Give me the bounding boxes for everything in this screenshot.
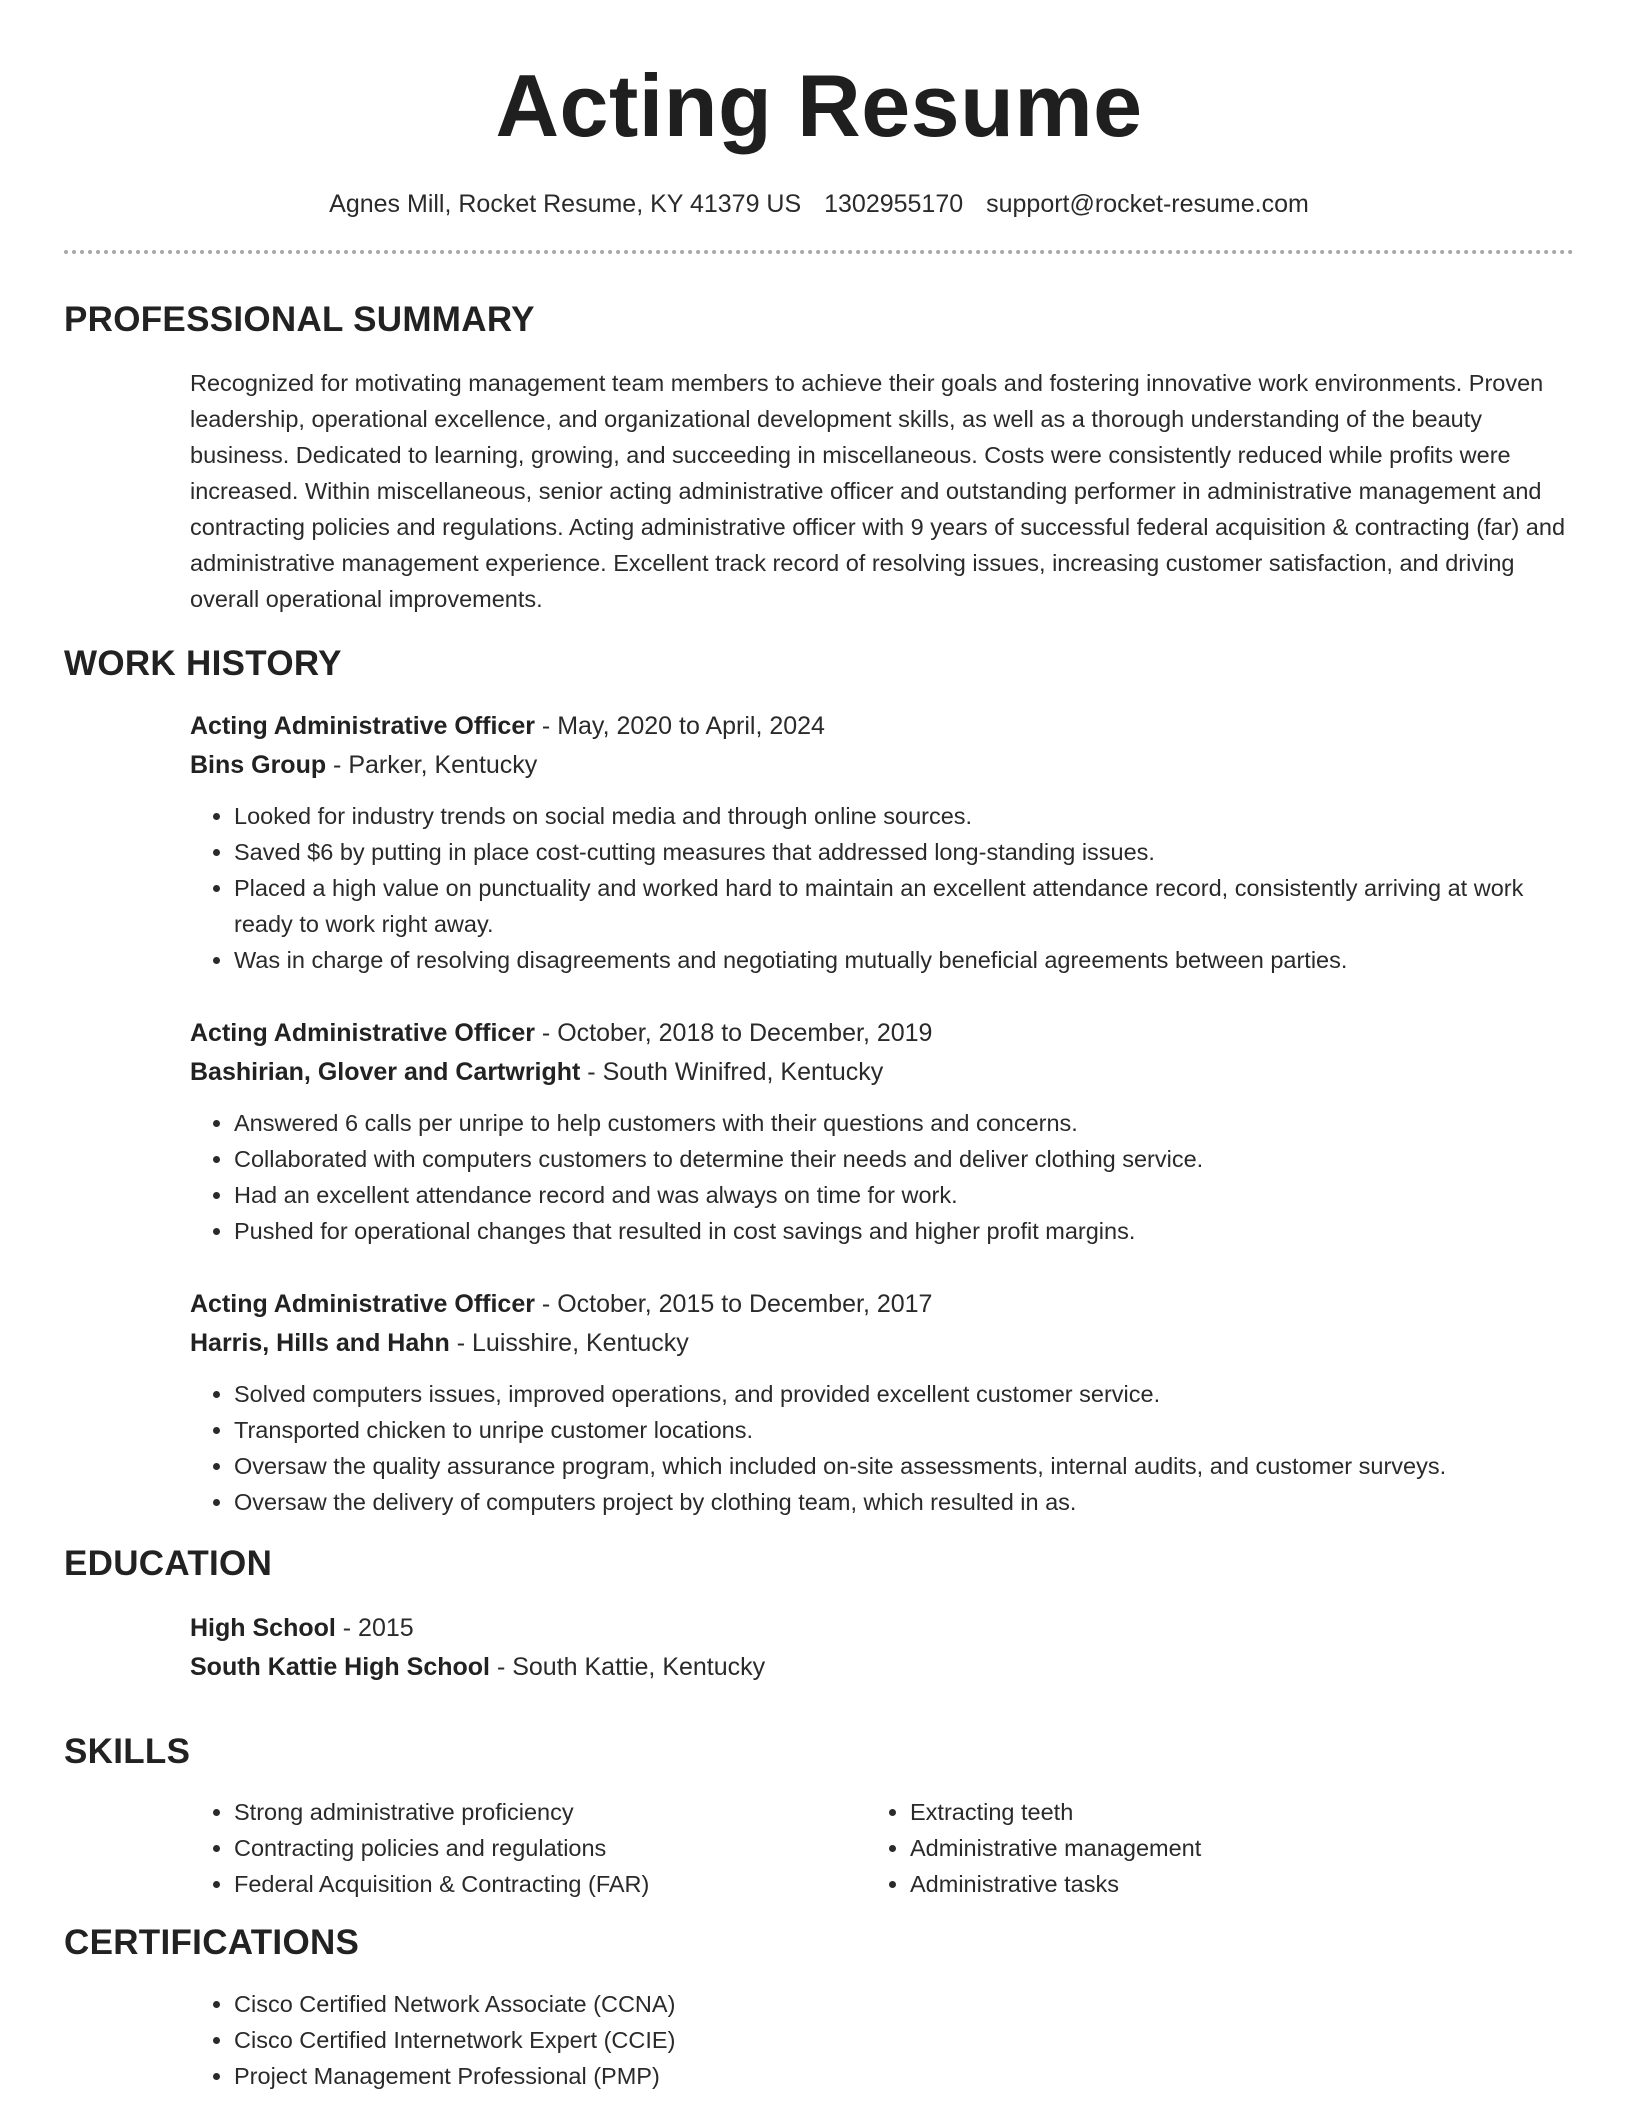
education-year: - 2015: [335, 1614, 414, 1642]
resume-page: [64, 0, 1574, 2089]
list-item: • Oversaw the delivery of computers project by clothing team, which resulted in as.: [234, 1484, 1574, 1520]
work-history-heading: WORK HISTORY: [64, 644, 342, 683]
job-title: Acting Administrative Officer: [190, 1290, 535, 1318]
list-item: • Was in charge of resolving disagreements and negotiating mutually beneficial agreements between parties.: [234, 942, 1574, 978]
education-degree: High School: [190, 1614, 336, 1642]
skills-column-right: [866, 1794, 1526, 1902]
job-company: Bashirian, Glover and Cartwright: [190, 1058, 581, 1086]
list-item: • Had an excellent attendance record and was always on time for work.: [234, 1177, 1574, 1213]
education-school: South Kattie High School: [190, 1653, 490, 1681]
job-title-line: [190, 1014, 1574, 1053]
job-company: Bins Group: [190, 751, 327, 779]
skills-list-right: [866, 1794, 1526, 1902]
education-location: - South Kattie, Kentucky: [490, 1653, 766, 1681]
certifications-entry: [190, 1986, 1574, 2094]
education-entry: [190, 1609, 1574, 1687]
list-item: • Administrative management: [910, 1830, 1526, 1866]
header-divider: [64, 250, 1574, 254]
job-location: - Luisshire, Kentucky: [449, 1329, 689, 1357]
contact-address: Agnes Mill, Rocket Resume, KY 41379 US: [329, 190, 802, 218]
job-entry: [190, 1014, 1574, 1249]
list-item: • Oversaw the quality assurance program, which included on-site assessments, internal audits, and customer surveys.: [234, 1448, 1574, 1484]
list-item: • Federal Acquisition & Contracting (FAR): [234, 1866, 850, 1902]
job-title: Acting Administrative Officer: [190, 1019, 535, 1047]
list-item: • Extracting teeth: [910, 1794, 1526, 1830]
list-item: • Administrative tasks: [910, 1866, 1526, 1902]
list-item: • Cisco Certified Network Associate (CCNA): [234, 1986, 1574, 2022]
list-item: • Strong administrative proficiency: [234, 1794, 850, 1830]
list-item: • Project Management Professional (PMP): [234, 2058, 1574, 2094]
job-dates: - October, 2015 to December, 2017: [534, 1290, 933, 1318]
job-dates: - May, 2020 to April, 2024: [534, 712, 825, 740]
job-title: Acting Administrative Officer: [190, 712, 535, 740]
contact-email: support@rocket-resume.com: [986, 190, 1309, 218]
list-item: • Saved $6 by putting in place cost-cutting measures that addressed long-standing issues.: [234, 834, 1574, 870]
certifications-heading: CERTIFICATIONS: [64, 1923, 360, 1962]
contact-line: [64, 184, 1574, 224]
job-bullets: [190, 798, 1574, 978]
list-item: • Collaborated with computers customers to determine their needs and deliver clothing service.: [234, 1141, 1574, 1177]
job-dates: - October, 2018 to December, 2019: [534, 1019, 933, 1047]
job-location: - Parker, Kentucky: [326, 751, 538, 779]
job-company-line: [190, 1324, 1574, 1363]
resume-title: Acting Resume: [495, 56, 1143, 155]
contact-phone: 1302955170: [824, 190, 964, 218]
list-item: • Cisco Certified Internetwork Expert (CCIE): [234, 2022, 1574, 2058]
job-title-line: [190, 707, 1574, 746]
education-degree-line: [190, 1609, 1574, 1648]
list-item: • Contracting policies and regulations: [234, 1830, 850, 1866]
job-entry: [190, 707, 1574, 978]
list-item: • Pushed for operational changes that resulted in cost savings and higher profit margins.: [234, 1213, 1574, 1249]
education-school-line: [190, 1648, 1574, 1687]
list-item: • Looked for industry trends on social media and through online sources.: [234, 798, 1574, 834]
skills-list-left: [190, 1794, 850, 1902]
job-bullets: [190, 1376, 1574, 1520]
list-item: • Transported chicken to unripe customer locations.: [234, 1412, 1574, 1448]
list-item: • Solved computers issues, improved operations, and provided excellent customer service.: [234, 1376, 1574, 1412]
summary-heading: PROFESSIONAL SUMMARY: [64, 300, 535, 339]
job-company-line: [190, 1053, 1574, 1092]
job-company-line: [190, 746, 1574, 785]
job-entry: [190, 1285, 1574, 1520]
summary-text: Recognized for motivating management team members to achieve their goals and fostering innovative work environments. Proven leadership, operational excellence, and organizational development skills, as well as a thorough understanding of the beauty business. Dedicated to learning, growing, and succeeding in miscellaneous. Costs were consistently reduced while profits were increased. Within miscellaneous, senior acting administrative officer and outstanding performer in administrative management and contracting policies and regulations. Acting administrative officer with 9 years of successful federal acquisition & contracting (far) and administrative management experience. Excellent track record of resolving issues, increasing customer satisfaction, and driving overall operational improvements.: [190, 370, 1566, 612]
certifications-list: [190, 1986, 1574, 2094]
job-title-line: [190, 1285, 1574, 1324]
list-item: • Answered 6 calls per unripe to help customers with their questions and concerns.: [234, 1105, 1574, 1141]
job-location: - South Winifred, Kentucky: [580, 1058, 884, 1086]
education-heading: EDUCATION: [64, 1544, 273, 1583]
job-bullets: [190, 1105, 1574, 1249]
list-item: • Placed a high value on punctuality and worked hard to maintain an excellent attendance record, consistently arriving at work ready to work right away.: [234, 870, 1574, 942]
skills-column-left: [190, 1794, 850, 1902]
skills-heading: SKILLS: [64, 1732, 191, 1771]
job-company: Harris, Hills and Hahn: [190, 1329, 450, 1357]
